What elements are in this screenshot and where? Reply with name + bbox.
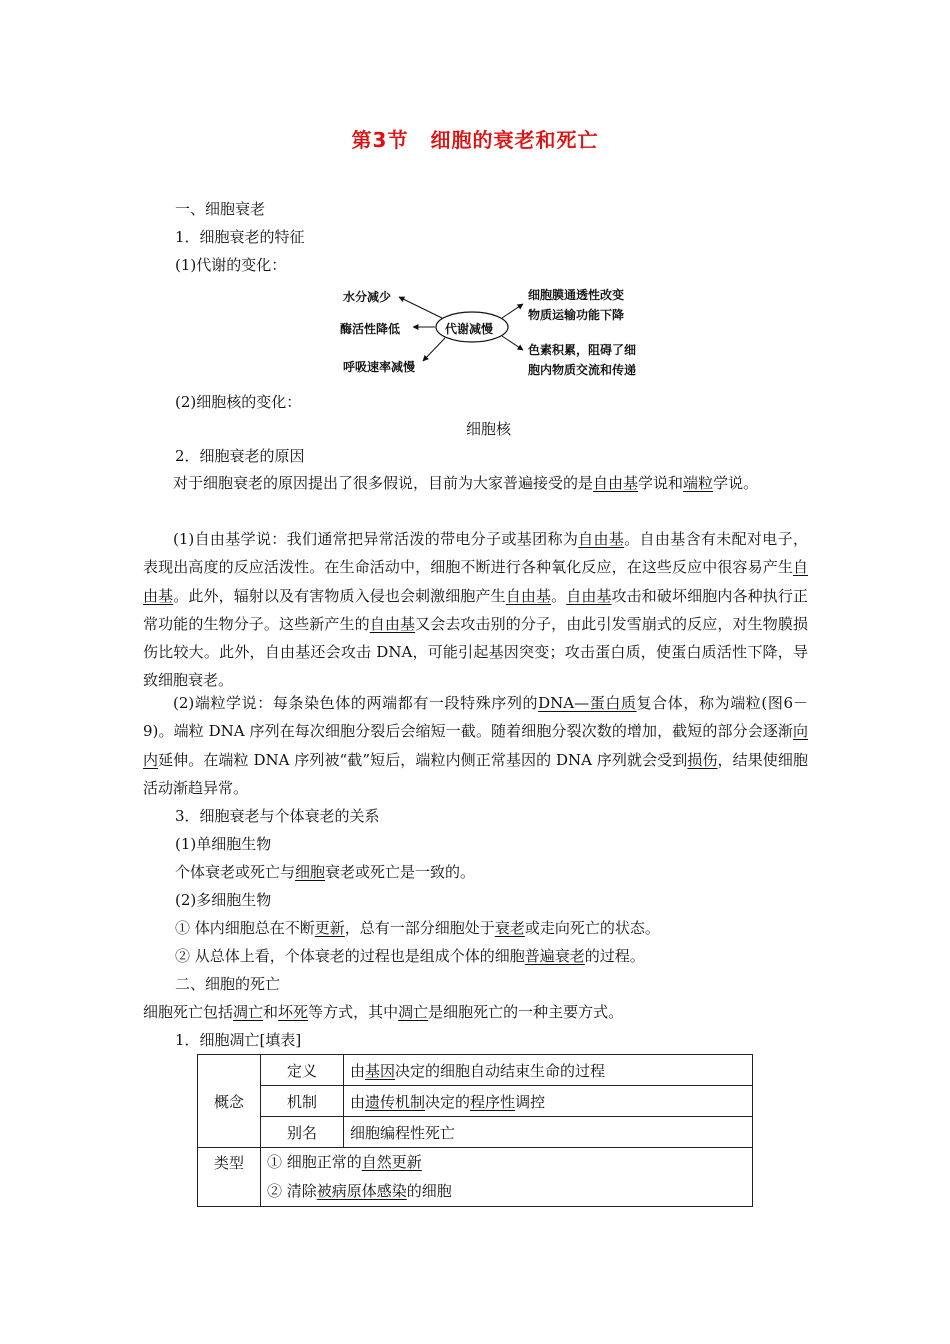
text-multicellular-1: ① 体内细胞总在不断更新，总有一部分细胞处于衰老或走向死亡的状态。 (175, 919, 660, 937)
answer-apoptosis: 凋亡 (233, 1003, 264, 1021)
type-item-2: ② 清除被病原体感染的细胞 (267, 1182, 452, 1200)
cell-types-value (261, 1148, 753, 1207)
arrow-pigment (502, 336, 523, 350)
subheading-individual-aging: 3．细胞衰老与个体衰老的关系 (175, 807, 380, 825)
answer-free-radical: 自由基 (578, 530, 625, 548)
type-item-1: ① 细胞正常的自然更新 (267, 1153, 422, 1171)
label-pigment-1: 色素积累，阻碍了细 (528, 343, 637, 357)
answer-inward: 向内 (143, 722, 808, 769)
item-unicellular: (1)单细胞生物 (175, 835, 272, 853)
item-nucleus-change: (2)细胞核的变化： (175, 393, 302, 411)
answer-aging: 衰老 (494, 919, 525, 937)
cell-definition-value: 由基因决定的细胞自动结束生命的过程 (344, 1055, 753, 1086)
answer-pathogen-infected: 被病原体感染 (316, 1182, 407, 1200)
cell-alias-value: 细胞编程性死亡 (344, 1117, 753, 1148)
cell-mechanism-key: 机制 (261, 1086, 344, 1117)
table-row (198, 1148, 753, 1207)
label-metabolism-slow: 代谢减慢 (445, 322, 494, 336)
label-pigment-2: 胞内物质交流和传递 (528, 363, 637, 377)
cell-types: 类型 (198, 1148, 261, 1207)
paragraph-free-radical-theory: (1)自由基学说：我们通常把异常活泼的带电分子或基团称为自由基。自由基含有未配对电子，表现出高度的反应活泼性。在生命活动中，细胞不断进行各种氧化反应，在这些反应中很容易产生自由基。此外，辐射以及有害物质入侵也会刺激细胞产生自由基。自由基攻击和破坏细胞内各种执行正常功能的生物分子。这些新产生的自由基又会去攻击别的分子，由此引发雪崩式的反应，对生物膜损伤比较大。此外，自由基还会攻击 DNA，可能引起基因突变；攻击蛋白质，使蛋白质活性下降，导致细胞衰老。 (143, 530, 808, 690)
table-row (198, 1086, 753, 1117)
text-unicellular: 个体衰老或死亡与细胞衰老或死亡是一致的。 (175, 863, 476, 881)
item-multicellular: (2)多细胞生物 (175, 891, 272, 909)
answer-damage: 损伤 (687, 750, 718, 769)
label-respiration-slow: 呼吸速率减慢 (343, 360, 416, 374)
subheading-aging-features: 1．细胞衰老的特征 (175, 228, 305, 246)
answer-free-radical: 自由基 (566, 586, 612, 605)
label-membrane-2: 物质运输功能下降 (528, 308, 625, 322)
cell-alias-key: 别名 (261, 1117, 344, 1148)
answer-necrosis: 坏死 (278, 1003, 309, 1021)
answer-renewal: 更新 (314, 919, 345, 937)
metabolism-diagram (335, 282, 655, 382)
answer-telomere: 端粒 (683, 474, 714, 492)
label-enzyme-decrease: 酶活性降低 (340, 322, 401, 336)
cell-definition-key: 定义 (261, 1055, 344, 1086)
answer-free-radical: 自由基 (369, 614, 416, 633)
item-metabolism-change: (1)代谢的变化： (175, 256, 287, 274)
arrow-membrane (502, 304, 523, 318)
apoptosis-table (197, 1054, 753, 1207)
answer-gene: 基因 (365, 1061, 396, 1080)
arrow-water (399, 297, 442, 318)
section-number: 第3节 (351, 128, 409, 152)
label-membrane-1: 细胞膜通透性改变 (528, 288, 625, 302)
text-cell-death-types: 细胞死亡包括凋亡和坏死等方式，其中凋亡是细胞死亡的一种主要方式。 (143, 1003, 624, 1021)
answer-free-radical: 自由基 (143, 558, 808, 605)
heading-cell-aging: 一、细胞衰老 (175, 200, 266, 218)
subheading-aging-causes: 2．细胞衰老的原因 (175, 447, 305, 465)
section-title: 细胞的衰老和死亡 (430, 128, 599, 152)
nucleus-figure-label: 细胞核 (466, 420, 512, 438)
answer-natural-renewal: 自然更新 (361, 1153, 422, 1171)
paragraph-hypotheses: 对于细胞衰老的原因提出了很多假说，目前为大家普遍接受的是自由基学说和端粒学说。 (173, 474, 759, 492)
table-row (198, 1055, 753, 1086)
arrow-respiration (423, 338, 445, 361)
table-row (198, 1117, 753, 1148)
cell-mechanism-value: 由遗传机制决定的程序性调控 (344, 1086, 753, 1117)
answer-free-radical: 自由基 (593, 474, 639, 492)
answer-dna-protein: DNA—蛋白质 (538, 694, 637, 712)
answer-genetic-mechanism: 遗传机制 (365, 1092, 426, 1111)
answer-cell: 细胞 (295, 863, 326, 881)
answer-programmed: 程序性 (470, 1092, 516, 1111)
label-water-decrease: 水分减少 (343, 290, 392, 304)
cell-concept: 概念 (198, 1055, 261, 1148)
heading-cell-death: 二、细胞的死亡 (175, 975, 281, 993)
subheading-apoptosis-table: 1．细胞凋亡[填表] (175, 1031, 302, 1049)
paragraph-telomere-theory: (2)端粒学说：每条染色体的两端都有一段特殊序列的DNA—蛋白质复合体，称为端粒(图6－9)。端粒 DNA 序列在每次细胞分裂后会缩短一截。随着细胞分裂次数的增加，截短的部分会逐渐向内延伸。在端粒 DNA 序列被“截”短后，端粒内侧正常基因的 DNA 序列就会受到损伤，结果使细胞活动渐趋异常。 (143, 694, 809, 797)
page-title (0, 124, 950, 153)
answer-general-aging: 普遍衰老 (524, 947, 585, 965)
text-multicellular-2: ② 从总体上看，个体衰老的过程也是组成个体的细胞普遍衰老的过程。 (175, 947, 645, 965)
answer-free-radical: 自由基 (505, 586, 552, 605)
answer-apoptosis: 凋亡 (398, 1003, 429, 1021)
